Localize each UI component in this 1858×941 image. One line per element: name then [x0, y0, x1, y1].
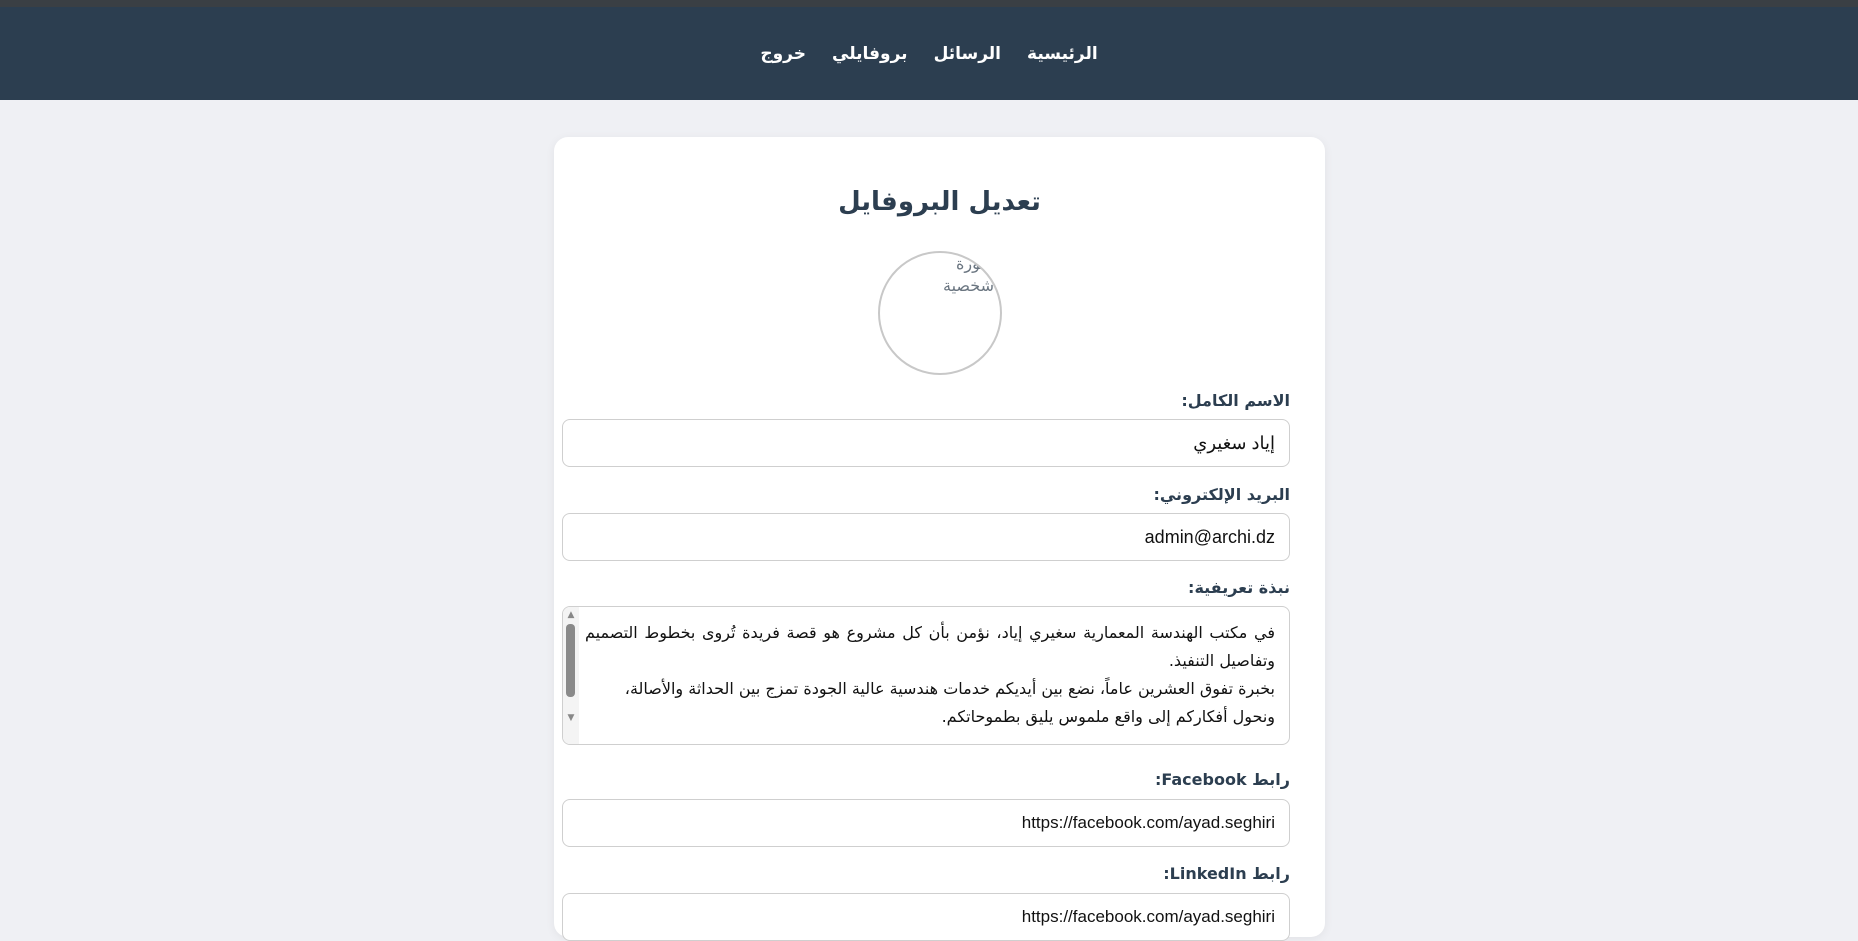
- nav-my-profile[interactable]: بروفايلي: [832, 43, 908, 64]
- fullname-label: الاسم الكامل:: [1181, 391, 1290, 410]
- nav-messages[interactable]: الرسائل: [933, 43, 1002, 64]
- scroll-up-arrow-icon[interactable]: ▲: [567, 610, 575, 620]
- scroll-down-arrow-icon[interactable]: ▼: [567, 713, 575, 723]
- profile-edit-card: [554, 137, 1325, 937]
- bio-label: نبذة تعريفية:: [1188, 578, 1290, 597]
- bio-scrollbar[interactable]: [563, 607, 579, 745]
- facebook-input[interactable]: [562, 799, 1290, 847]
- scroll-thumb[interactable]: [566, 624, 575, 697]
- linkedin-label: رابط LinkedIn:: [1163, 864, 1290, 883]
- email-label: البريد الإلكتروني:: [1153, 485, 1290, 504]
- main-nav: [0, 7, 1858, 100]
- bio-textarea[interactable]: [562, 606, 1290, 745]
- email-input[interactable]: [562, 513, 1290, 561]
- nav-home[interactable]: الرئيسية: [1027, 43, 1098, 64]
- fullname-input[interactable]: [562, 419, 1290, 467]
- top-navbar: [0, 0, 1858, 100]
- nav-logout[interactable]: خروج: [760, 43, 806, 64]
- page-title: تعديل البروفايل: [838, 187, 1041, 217]
- avatar[interactable]: [878, 251, 1002, 375]
- bio-text: في مكتب الهندسة المعمارية سغيري إياد، نؤمن بأن كل مشروع هو قصة فريدة تُروى بخطوط التصميم وتفاصيل التنفيذ. بخبرة تفوق العشرين عاماً، نضع بين أيديكم خدمات هندسية عالية الجودة تمزج بين الحداثة والأصالة، ونحول أفكاركم إلى واقع ملموس يليق بطموحاتكم.: [585, 623, 1275, 726]
- linkedin-input[interactable]: [562, 893, 1290, 941]
- facebook-label: رابط Facebook:: [1154, 770, 1290, 789]
- avatar-alt-text: صورة شخصية: [942, 254, 994, 295]
